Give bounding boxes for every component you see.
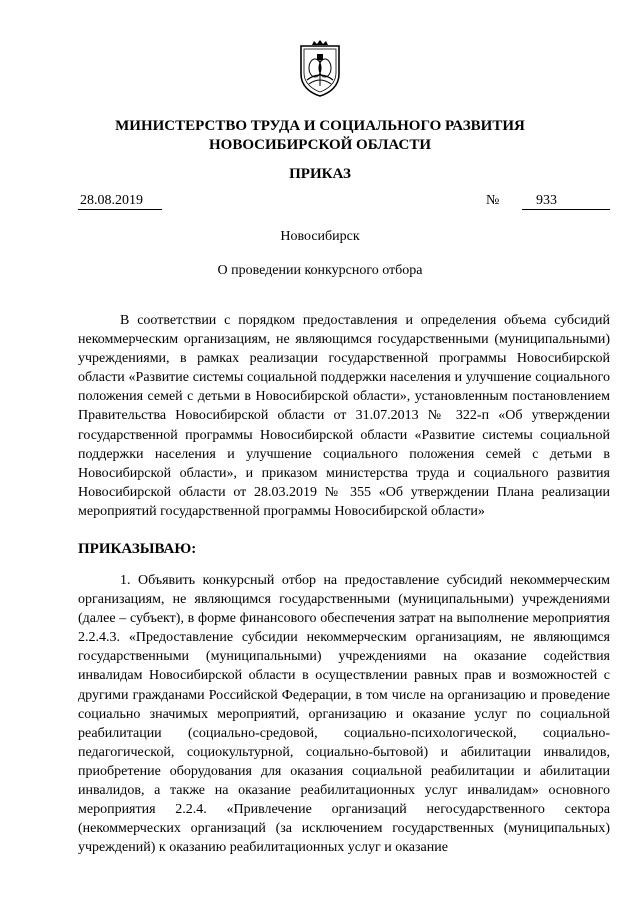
order-date: 28.08.2019 bbox=[78, 192, 162, 210]
ministry-name-line1: МИНИСТЕРСТВО ТРУДА И СОЦИАЛЬНОГО РАЗВИТИЯ bbox=[115, 118, 525, 134]
document-type: ПРИКАЗ bbox=[289, 166, 351, 182]
preamble-paragraph: В соответствии с порядком предоставления и определения объема субсидий некоммерческим организациям, не являющимся государственными (муниципальными) учреждениями, в рамках реализации государственной программы Новосибирской области «Развитие системы социальной поддержки населения и улучшение социального положения семей с детьми в Новосибирской области», установленным постановлением Правительства Новосибирской области от 31.07.2013 № 322-п «Об утверждении государственной программы Новосибирской области «Развитие системы социальной поддержки населения и улучшение социального положения семей с детьми в Новосибирской области», и приказом министерства труда и социального развития Новосибирской области от 28.03.2019 № 355 «Об утверждении Плана реализации мероприятий государственной программы Новосибирской области» bbox=[78, 313, 610, 519]
number-sign: № bbox=[486, 193, 500, 208]
order-number: 933 bbox=[522, 192, 610, 210]
city-name: Новосибирск bbox=[280, 229, 360, 244]
ministry-name-line2: НОВОСИБИРСКОЙ ОБЛАСТИ bbox=[208, 137, 432, 153]
order-subject: О проведении конкурсного отбора bbox=[217, 263, 423, 278]
orders-heading: ПРИКАЗЫВАЮ: bbox=[78, 541, 197, 557]
order-item-1: 1. Объявить конкурсный отбор на предоставление субсидий некоммерческим организациям, не являющимся государственными (муниципальными) учреждениями (далее – субъект), в форме финансового обеспечения затрат на выполнение мероприятия 2.2.4.3. «Предоставление субсидии некоммерческим организациям, не являющимся государственными (муниципальными) учреждениями на оказание содействия инвалидам Новосибирской области в осуществлении равных прав и возможностей с другими гражданами Российской Федерации, в том числе на организацию и проведение социально значимых мероприятий, организацию и оказание услуг по социальной реабилитации (социально-средовой, социально-психологической, социально-педагогической, социокультурной, социально-бытовой) и абилитации инвалидов, приобретение оборудования для оказания социальной реабилитации и абилитации инвалидов, а также на оказание реабилитационных услуг инвалидам» основного мероприятия 2.2.4. «Привлечение организаций негосударственного сектора (некоммерческих организаций (за исключением государственных (муниципальных) учреждений) к оказанию реабилитационных услуг и оказание bbox=[78, 573, 610, 856]
ministry-name bbox=[0, 117, 640, 155]
coat-of-arms-emblem bbox=[297, 40, 343, 98]
